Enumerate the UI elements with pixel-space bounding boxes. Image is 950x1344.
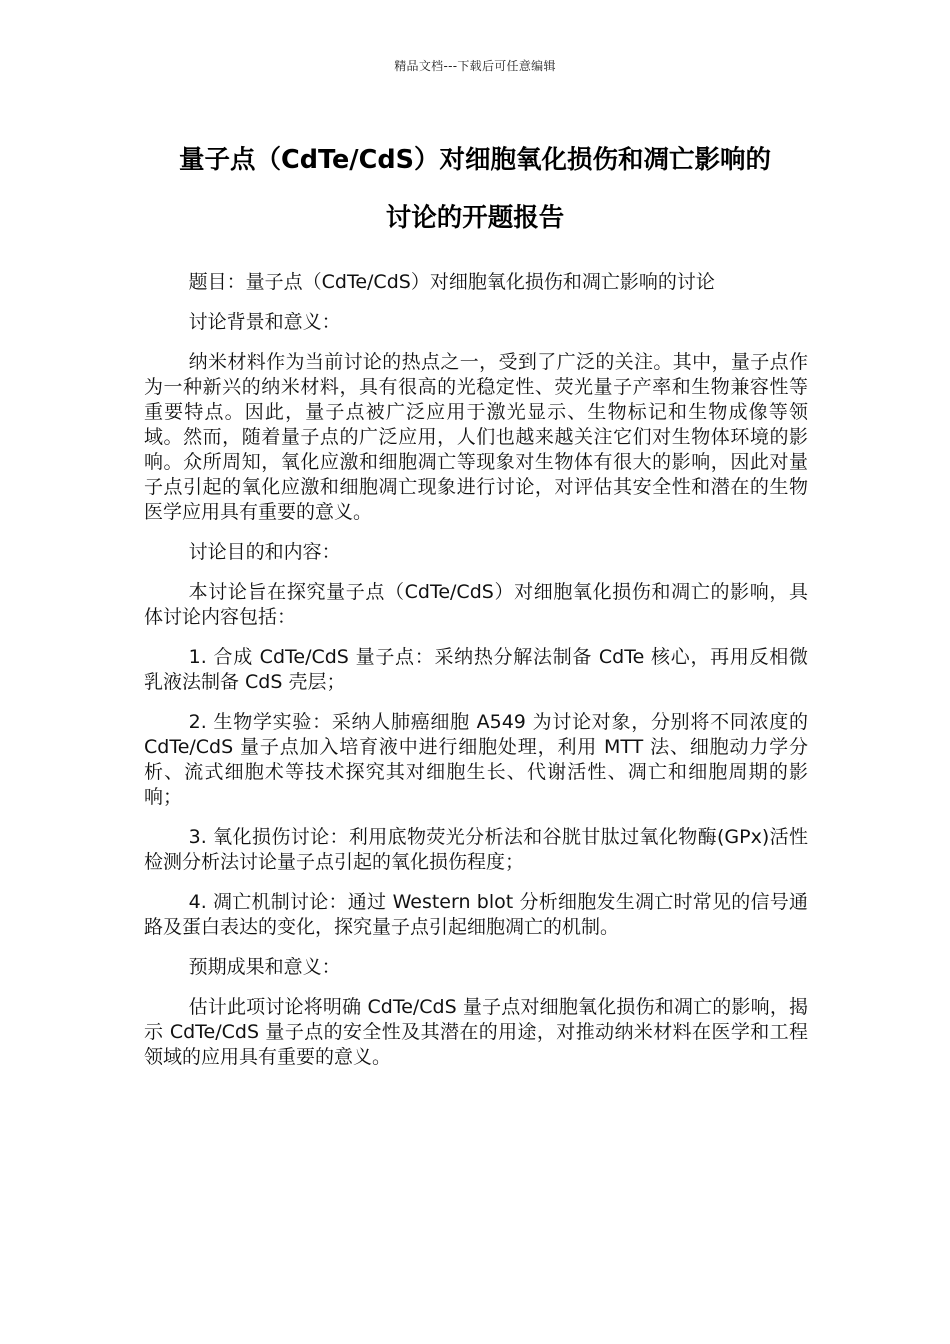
expected-paragraph: 估计此项讨论将明确 CdTe/CdS 量子点对细胞氧化损伤和凋亡的影响，揭示 CdTe/CdS 量子点的安全性及其潜在的用途，对推动纳米材料在医学和工程领域的应用具有重要的意义。 [144,996,808,1068]
content-item-2: 2. 生物学实验：采纳人肺癌细胞 A549 为讨论对象，分别将不同浓度的 CdTe/CdS 量子点加入培育液中进行细胞处理，利用 MTT 法、细胞动力学分析、流式细胞术等技术探究其对细胞生长、代谢活性、凋亡和细胞周期的影响； [144,711,808,808]
document-body [144,270,808,1085]
background-heading: 讨论背景和意义： [188,311,341,333]
content-item-3: 3. 氧化损伤讨论：利用底物荧光分析法和谷胱甘肽过氧化物酶(GPx)活性检测分析法讨论量子点引起的氧化损伤程度； [144,826,808,873]
expected-heading: 预期成果和意义： [188,956,341,978]
content-item-4: 4. 凋亡机制讨论：通过 Western blot 分析细胞发生凋亡时常见的信号通路及蛋白表达的变化，探究量子点引起细胞凋亡的机制。 [144,891,808,938]
purpose-heading: 讨论目的和内容： [188,541,341,563]
topic-line: 题目：量子点（CdTe/CdS）对细胞氧化损伤和凋亡影响的讨论 [188,271,715,293]
page-header: 精品文档---下载后可任意编辑 [394,59,556,73]
document-title [120,131,830,247]
background-paragraph: 纳米材料作为当前讨论的热点之一，受到了广泛的关注。其中，量子点作为一种新兴的纳米材料，具有很高的光稳定性、荧光量子产率和生物兼容性等重要特点。因此，量子点被广泛应用于激光显示、生物标记和生物成像等领域。然而，随着量子点的广泛应用，人们也越来越关注它们对生物体环境的影响。众所周知，氧化应激和细胞凋亡等现象对生物体有很大的影响，因此对量子点引起的氧化应激和细胞凋亡现象进行讨论，对评估其安全性和潜在的生物医学应用具有重要的意义。 [144,351,808,523]
content-item-1: 1. 合成 CdTe/CdS 量子点：采纳热分解法制备 CdTe 核心，再用反相微乳液法制备 CdS 壳层； [144,646,808,693]
document-title-line-1: 量子点（CdTe/CdS）对细胞氧化损伤和凋亡影响的 [179,145,771,175]
document-title-line-2: 讨论的开题报告 [385,203,565,233]
purpose-paragraph: 本讨论旨在探究量子点（CdTe/CdS）对细胞氧化损伤和凋亡的影响，具体讨论内容包括： [144,581,808,628]
